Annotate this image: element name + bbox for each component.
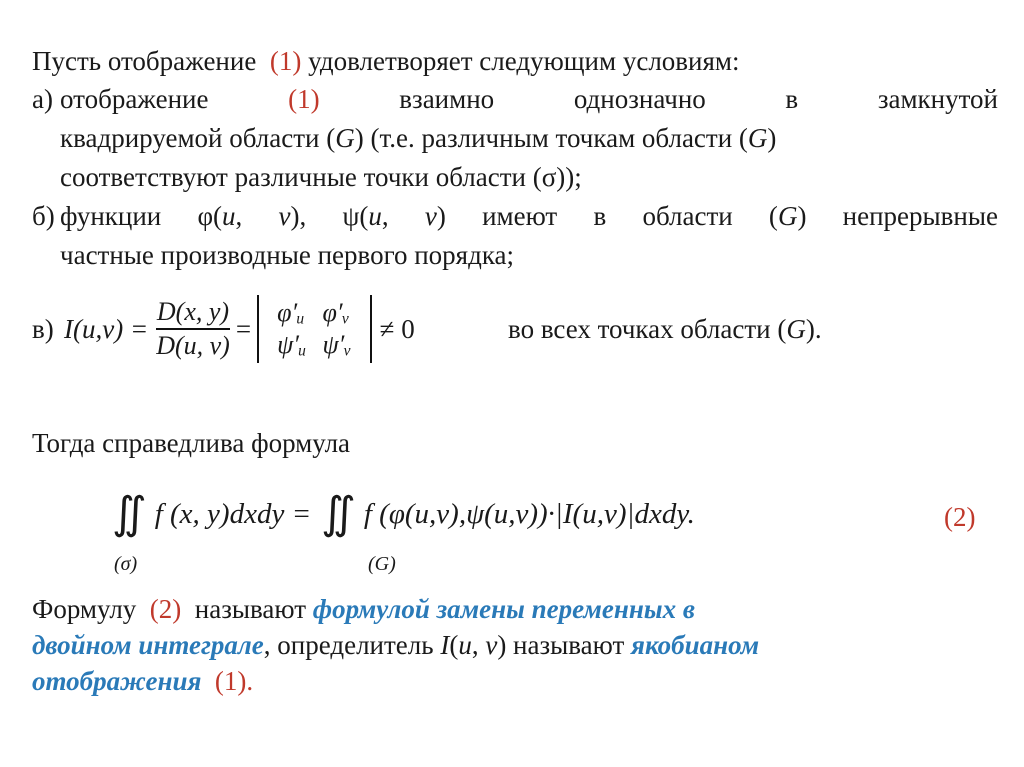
cond-b-psi: ), ψ( [290, 201, 369, 231]
cond-a-l1-post: взаимно однозначно в замкнутой [399, 84, 999, 114]
det-cell-11: φ′ᵤ [277, 298, 305, 327]
outro-l2-close: ) называют [497, 630, 632, 660]
cond-b-g: G [777, 201, 798, 231]
cond-c-tail-pre: во всех точках области ( [508, 314, 787, 344]
cond-b-v2: v [424, 201, 437, 231]
domain-g: (G) [368, 553, 396, 575]
cond-a-l2-end: ) [767, 123, 777, 153]
cond-b-comma1: , [235, 201, 279, 231]
cond-b-v1: v [278, 201, 291, 231]
cond-a-l1-pre: отображение [60, 84, 209, 114]
outro-l3-ref: (1). [214, 666, 254, 696]
cond-c-marker: в) [32, 314, 54, 344]
then-line: Тогда справедлива формула [32, 428, 351, 458]
cond-a-g2: G [747, 123, 768, 153]
cond-b-end: ) непрерывные [797, 201, 998, 231]
cond-b-comma2: , [381, 201, 425, 231]
cond-c-g: G [786, 314, 806, 344]
cond-a-line3: соответствуют различные точки области (σ)); [60, 162, 582, 192]
jacobian-fraction [156, 297, 230, 361]
outro-l2-v: v [485, 630, 498, 660]
outro-line2 [32, 628, 759, 662]
outro-line3 [32, 664, 253, 698]
jacobian-determinant [257, 295, 372, 363]
outro-l1-ref: (2) [149, 594, 182, 624]
cond-b-phi: функции φ( [60, 201, 223, 231]
outro-l2-u: u [458, 630, 472, 660]
cond-b-line2: частные производные первого порядка; [60, 240, 515, 270]
formula-number: (2) [944, 502, 976, 532]
cond-a-l2-mid: ) (т.е. различным точкам области ( [354, 123, 748, 153]
outro-line1 [32, 592, 695, 626]
outro-l2-mid: , определитель [263, 630, 441, 660]
intro-line [32, 44, 740, 78]
cond-b-post: имеют в области ( [482, 201, 778, 231]
det-cell-12: φ′ᵥ [322, 298, 350, 327]
cond-c-tail [508, 312, 822, 346]
cond-b-marker: б) [32, 201, 55, 231]
cond-a-l1-ref: (1) [288, 84, 320, 114]
formula-rhs: f (φ(u,v),ψ(u,v))·|I(u,v)|dxdy. [363, 497, 695, 530]
outro-l1-pre: Формулу [32, 594, 137, 624]
formula-lhs: f (x, y)dxdy = [154, 497, 312, 530]
term-formula-change: формулой замены переменных в [312, 594, 695, 624]
fraction-bar [156, 328, 230, 330]
term-mapping: отображения [32, 666, 202, 696]
term-double-integral: двойном интеграле [32, 630, 264, 660]
double-integral-1: ∬ [112, 489, 137, 538]
intro-ref: (1) [269, 46, 302, 76]
cond-a-line1 [60, 82, 998, 116]
cond-b-close: ) [436, 201, 446, 231]
double-integral-2: ∬ [321, 489, 346, 538]
det-cell-21: ψ′ᵤ [277, 330, 307, 359]
jacobian-lhs: I(u,v) = [64, 313, 149, 344]
cond-a-g1: G [335, 123, 355, 153]
change-of-variables-formula [112, 488, 695, 540]
outro-l2-paren: ( [449, 630, 459, 660]
jacobian-neq: ≠ 0 [379, 313, 415, 344]
intro-lead: Пусть отображение [32, 46, 257, 76]
cond-a-marker: а) [32, 84, 53, 114]
outro-l2-i: I [440, 630, 450, 660]
outro-l2-comma: , [471, 630, 486, 660]
cond-c-tail-end: ). [805, 314, 822, 344]
fraction-denominator: D(u, v) [156, 331, 230, 360]
term-jacobian: якобианом [631, 630, 760, 660]
intro-tail: удовлетворяет следующим условиям: [308, 46, 740, 76]
domain-sigma: (σ) [114, 553, 138, 575]
cond-b-u1: u [222, 201, 236, 231]
det-cell-22: ψ′ᵥ [322, 330, 352, 359]
cond-b-line1 [60, 199, 998, 233]
cond-b-u2: u [368, 201, 382, 231]
outro-l1-mid: называют [194, 594, 307, 624]
jacobian-eq: = [235, 313, 252, 344]
cond-a-line2 [60, 121, 776, 155]
fraction-numerator: D(x, y) [156, 297, 230, 326]
cond-a-l2-pre: квадрируемой области ( [60, 123, 336, 153]
jacobian-formula [64, 286, 415, 372]
